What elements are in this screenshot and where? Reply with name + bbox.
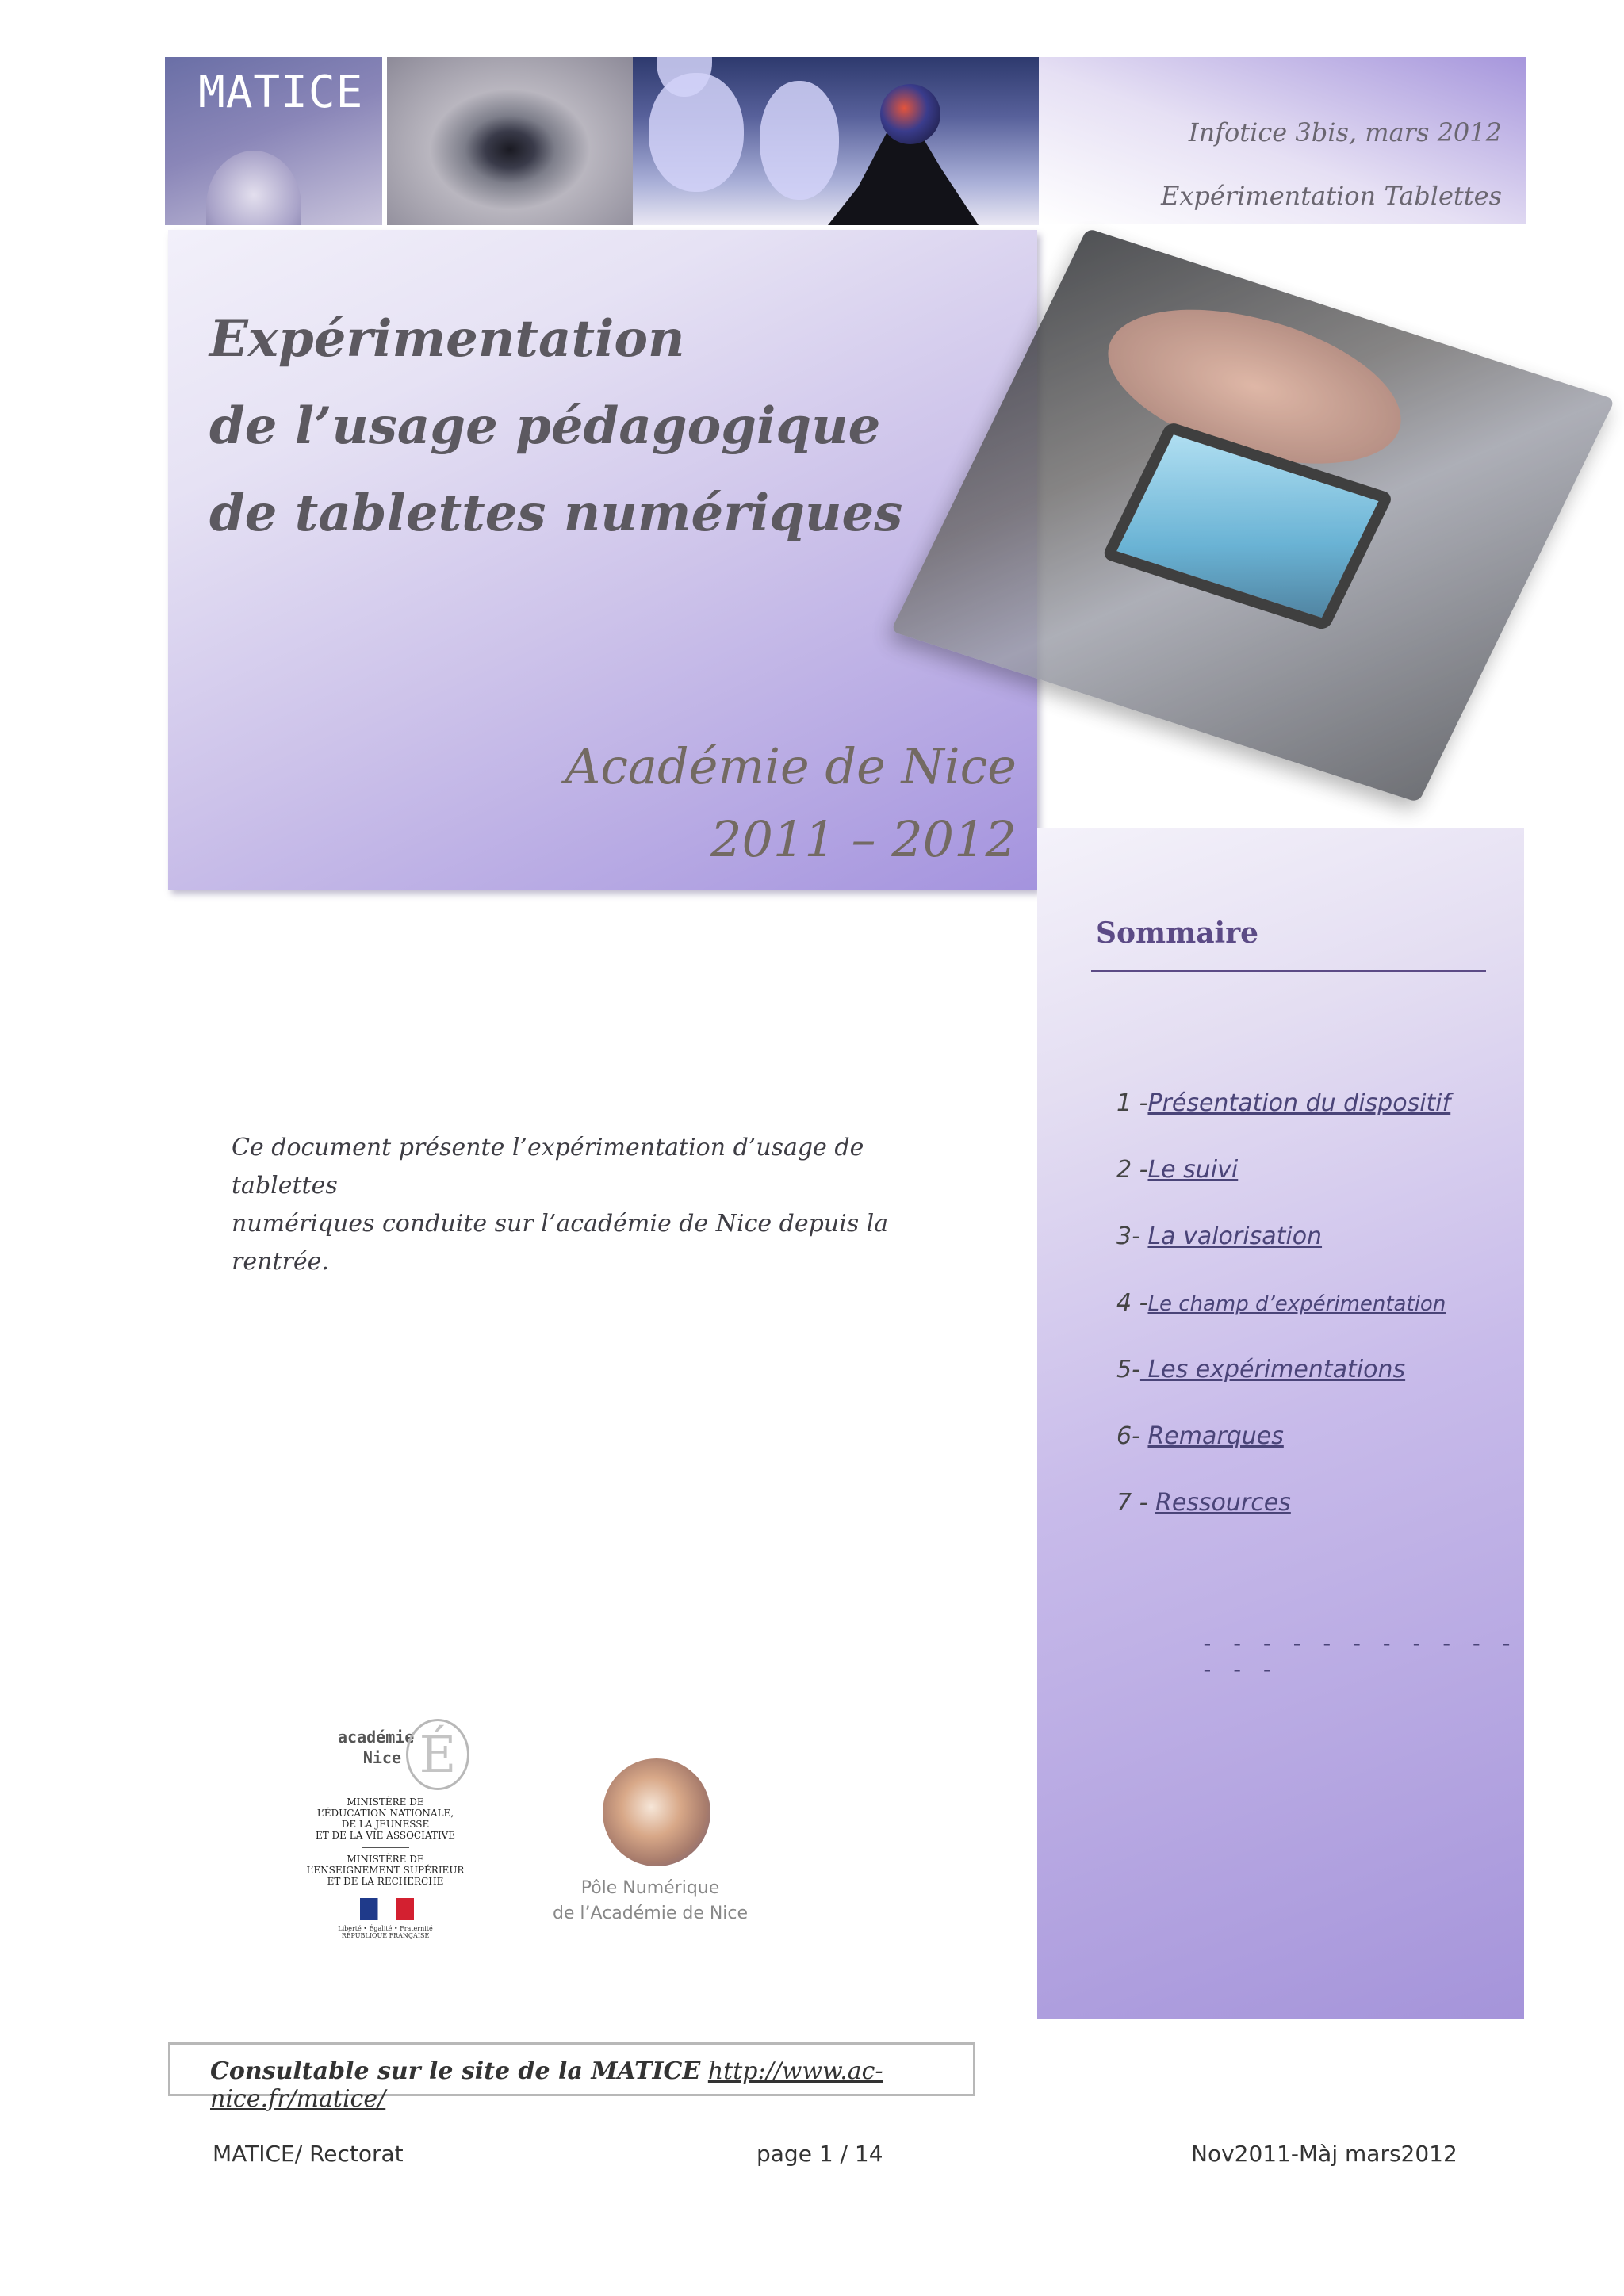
silhouette-figure [828, 130, 979, 225]
sommaire-link-ressources[interactable]: Ressources [1155, 1489, 1291, 1517]
pole-numerique-caption [547, 1876, 753, 1927]
intro-paragraph [232, 1129, 977, 1281]
title-block [168, 230, 1037, 890]
child-photo [206, 151, 301, 225]
academie-e-emblem: É [406, 1719, 469, 1790]
sommaire-item-number: 6- [1116, 1422, 1148, 1450]
sommaire-link-presentation[interactable]: Présentation du dispositif [1147, 1089, 1451, 1117]
sommaire-title: Sommaire [1096, 916, 1259, 950]
school-year: 2011 – 2012 [710, 810, 1017, 868]
intro-line-1: Ce document présente l’expérimentation d’usage de tablettes [232, 1134, 864, 1200]
sommaire-link-remarques[interactable]: Remarques [1147, 1422, 1284, 1450]
pole-line-2: de l’Académie de Nice [552, 1904, 749, 1923]
sommaire-divider [1091, 970, 1486, 972]
sommaire-item-number: 3- [1116, 1223, 1148, 1250]
issue-label: Infotice 3bis, mars 2012 [1188, 117, 1502, 147]
sommaire-item [1116, 1223, 1322, 1250]
sommaire-link-suivi[interactable]: Le suivi [1147, 1156, 1239, 1184]
sommaire-item-number: 2 - [1116, 1156, 1148, 1184]
french-flag-icon [360, 1898, 414, 1920]
topic-label: Expérimentation Tablettes [1161, 181, 1502, 211]
sommaire-link-experimentations[interactable]: Les expérimentations [1139, 1356, 1406, 1383]
runner-figure [760, 81, 839, 200]
footer-date: Nov2011-Màj mars2012 [1191, 2141, 1457, 2167]
republique-text: Liberté • Égalité • Fraternité RÉPUBLIQUE FRANÇAISE [338, 1925, 433, 1939]
document-title-line-3: de tablettes numériques [209, 484, 903, 543]
banner-photo-collage [387, 57, 1039, 225]
footer-page-number: page 1 / 14 [756, 2141, 883, 2167]
sommaire-link-valorisation[interactable]: La valorisation [1147, 1223, 1323, 1250]
document-title-line-1: Expérimentation [209, 309, 685, 369]
runner-figure [649, 73, 744, 192]
sommaire-item-number: 1 - [1116, 1089, 1148, 1117]
sommaire-item [1116, 1156, 1238, 1184]
academy-name: Académie de Nice [565, 737, 1017, 795]
eye-photo [387, 57, 633, 225]
sommaire-item-number: 4 - [1116, 1289, 1148, 1317]
sommaire-item [1116, 1356, 1405, 1383]
consult-label: Consultable sur le site de la MATICE [210, 2057, 701, 2085]
academie-wordmark: académie Nice [338, 1728, 415, 1767]
ministry-education-text: MINISTÈRE DE L’ÉDUCATION NATIONALE, DE LA JEUNESSE ET DE LA VIE ASSOCIATIVE [315, 1797, 456, 1841]
sommaire-separator: - - - - - - - - - - - - - - [1201, 1630, 1515, 1682]
footer-author: MATICE/ Rectorat [213, 2141, 404, 2167]
sommaire-item [1116, 1089, 1450, 1117]
sommaire-item-number: 7 - [1116, 1489, 1155, 1517]
ministry-research-text: MINISTÈRE DE L’ENSEIGNEMENT SUPÉRIEUR ET DE LA RECHERCHE [306, 1854, 465, 1887]
sommaire-link-champ[interactable]: Le champ d’expérimentation [1147, 1292, 1446, 1316]
sommaire-item [1116, 1489, 1291, 1517]
globe-image [880, 84, 940, 144]
matice-banner-logo [165, 57, 382, 225]
matice-logo: MATICE [198, 67, 364, 118]
consult-box [168, 2042, 975, 2113]
intro-line-2: numériques conduite sur l’académie de Nice depuis la rentrée. [232, 1210, 889, 1276]
sommaire-panel [1037, 828, 1524, 2019]
pole-line-1: Pôle Numérique [580, 1878, 720, 1898]
sommaire-item [1116, 1422, 1284, 1450]
banner-info-panel [1039, 57, 1526, 224]
pole-emblem-icon [603, 1758, 710, 1866]
sommaire-item [1116, 1289, 1446, 1317]
matice-url-link[interactable]: http://www.ac-nice.fr/matice/ [210, 2057, 883, 2113]
document-title-line-2: de l’usage pédagogique [209, 396, 881, 456]
academie-nice-logo [298, 1695, 488, 1939]
sommaire-item-number: 5- [1116, 1356, 1140, 1383]
ministry-divider [362, 1847, 409, 1848]
